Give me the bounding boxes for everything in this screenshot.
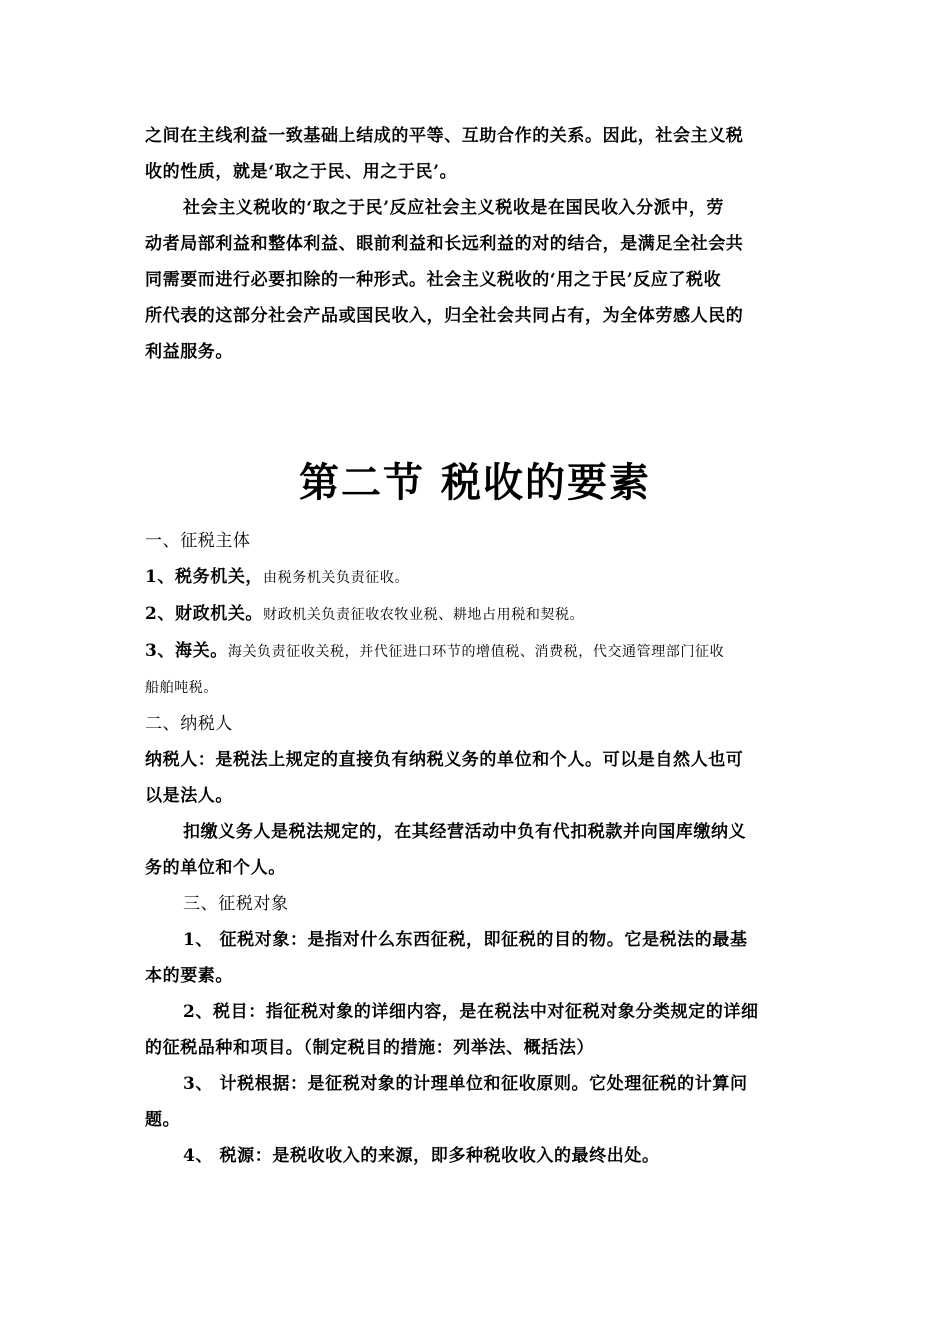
intro-p1-line1: 之间在主线利益一致基础上结成的平等、互助合作的关系。因此，社会主义税 — [145, 126, 744, 146]
object-item-3-line2: 题。 — [145, 1110, 181, 1130]
object-item-3-line1: 3、 计税根据：是征税对象的计理单位和征收原则。它处理征税的计算问 — [183, 1074, 748, 1094]
subject-item-3-label: 3、海关。 — [145, 641, 228, 661]
subject-item-1-label: 1、税务机关， — [145, 567, 264, 587]
object-heading: 三、征税对象 — [183, 894, 289, 914]
intro-p1-line2: 收的性质，就是‘取之于民、用之于民’。 — [145, 162, 458, 182]
subject-item-1 — [145, 559, 807, 596]
subject-heading: 一、征税主体 — [145, 531, 251, 551]
subject-item-1-text: 由税务机关负责征收。 — [263, 570, 410, 586]
subject-item-3 — [145, 633, 807, 670]
object-item-4-line1: 4、 税源：是税收收入的来源，即多种税收收入的最终出处。 — [183, 1146, 660, 1166]
withholder-line1: 扣缴义务人是税法规定的，在其经营活动中负有代扣税款并向国库缴纳义 — [183, 822, 747, 842]
intro-p2-line3: 同需要而进行必要扣除的一种形式。社会主义税收的‘用之于民’反应了税收 — [145, 270, 722, 290]
intro-p2-line5: 利益服务。 — [145, 342, 233, 362]
elements-section — [145, 523, 807, 1174]
section-title: 第二节 税收的要素 — [299, 460, 651, 506]
withholder-line2: 务的单位和个人。 — [145, 858, 286, 878]
taxpayer-def-line2: 以是法人。 — [145, 786, 233, 806]
object-item-1-line2: 本的要素。 — [145, 966, 233, 986]
subject-item-3-continued: 船舶吨税。 — [145, 680, 218, 696]
intro-p2-line4: 所代表的这部分社会产品或国民收入，归全社会共同占有，为全体劳感人民的 — [145, 306, 744, 326]
subject-item-2 — [145, 596, 807, 633]
object-item-2-line2: 的征税品种和项目。（制定税目的措施：列举法、概括法） — [145, 1038, 595, 1058]
subject-item-2-text: 财政机关负责征收农牧业税、耕地占用税和契税。 — [263, 607, 585, 623]
intro-p2-line1: 社会主义税收的‘取之于民’反应社会主义税收是在国民收入分派中，劳 — [183, 198, 725, 218]
subject-item-2-label: 2、财政机关。 — [145, 604, 264, 624]
subject-item-3-text: 海关负责征收关税，并代征进口环节的增值税、消费税，代交通管理部门征收 — [227, 644, 725, 660]
taxpayer-def-line1: 纳税人：是税法上规定的直接负有纳税义务的单位和个人。可以是自然人也可 — [145, 750, 744, 770]
object-item-2-line1: 2、税目：指征税对象的详细内容，是在税法中对征税对象分类规定的详细 — [183, 1002, 759, 1022]
intro-section — [145, 118, 807, 370]
object-item-1-line1: 1、 征税对象：是指对什么东西征税，即征税的目的物。它是税法的最基 — [183, 930, 748, 950]
intro-p2-line2: 动者局部利益和整体利益、眼前利益和长远利益的对的结合，是满足全社会共 — [145, 234, 744, 254]
taxpayer-heading: 二、纳税人 — [145, 714, 233, 734]
